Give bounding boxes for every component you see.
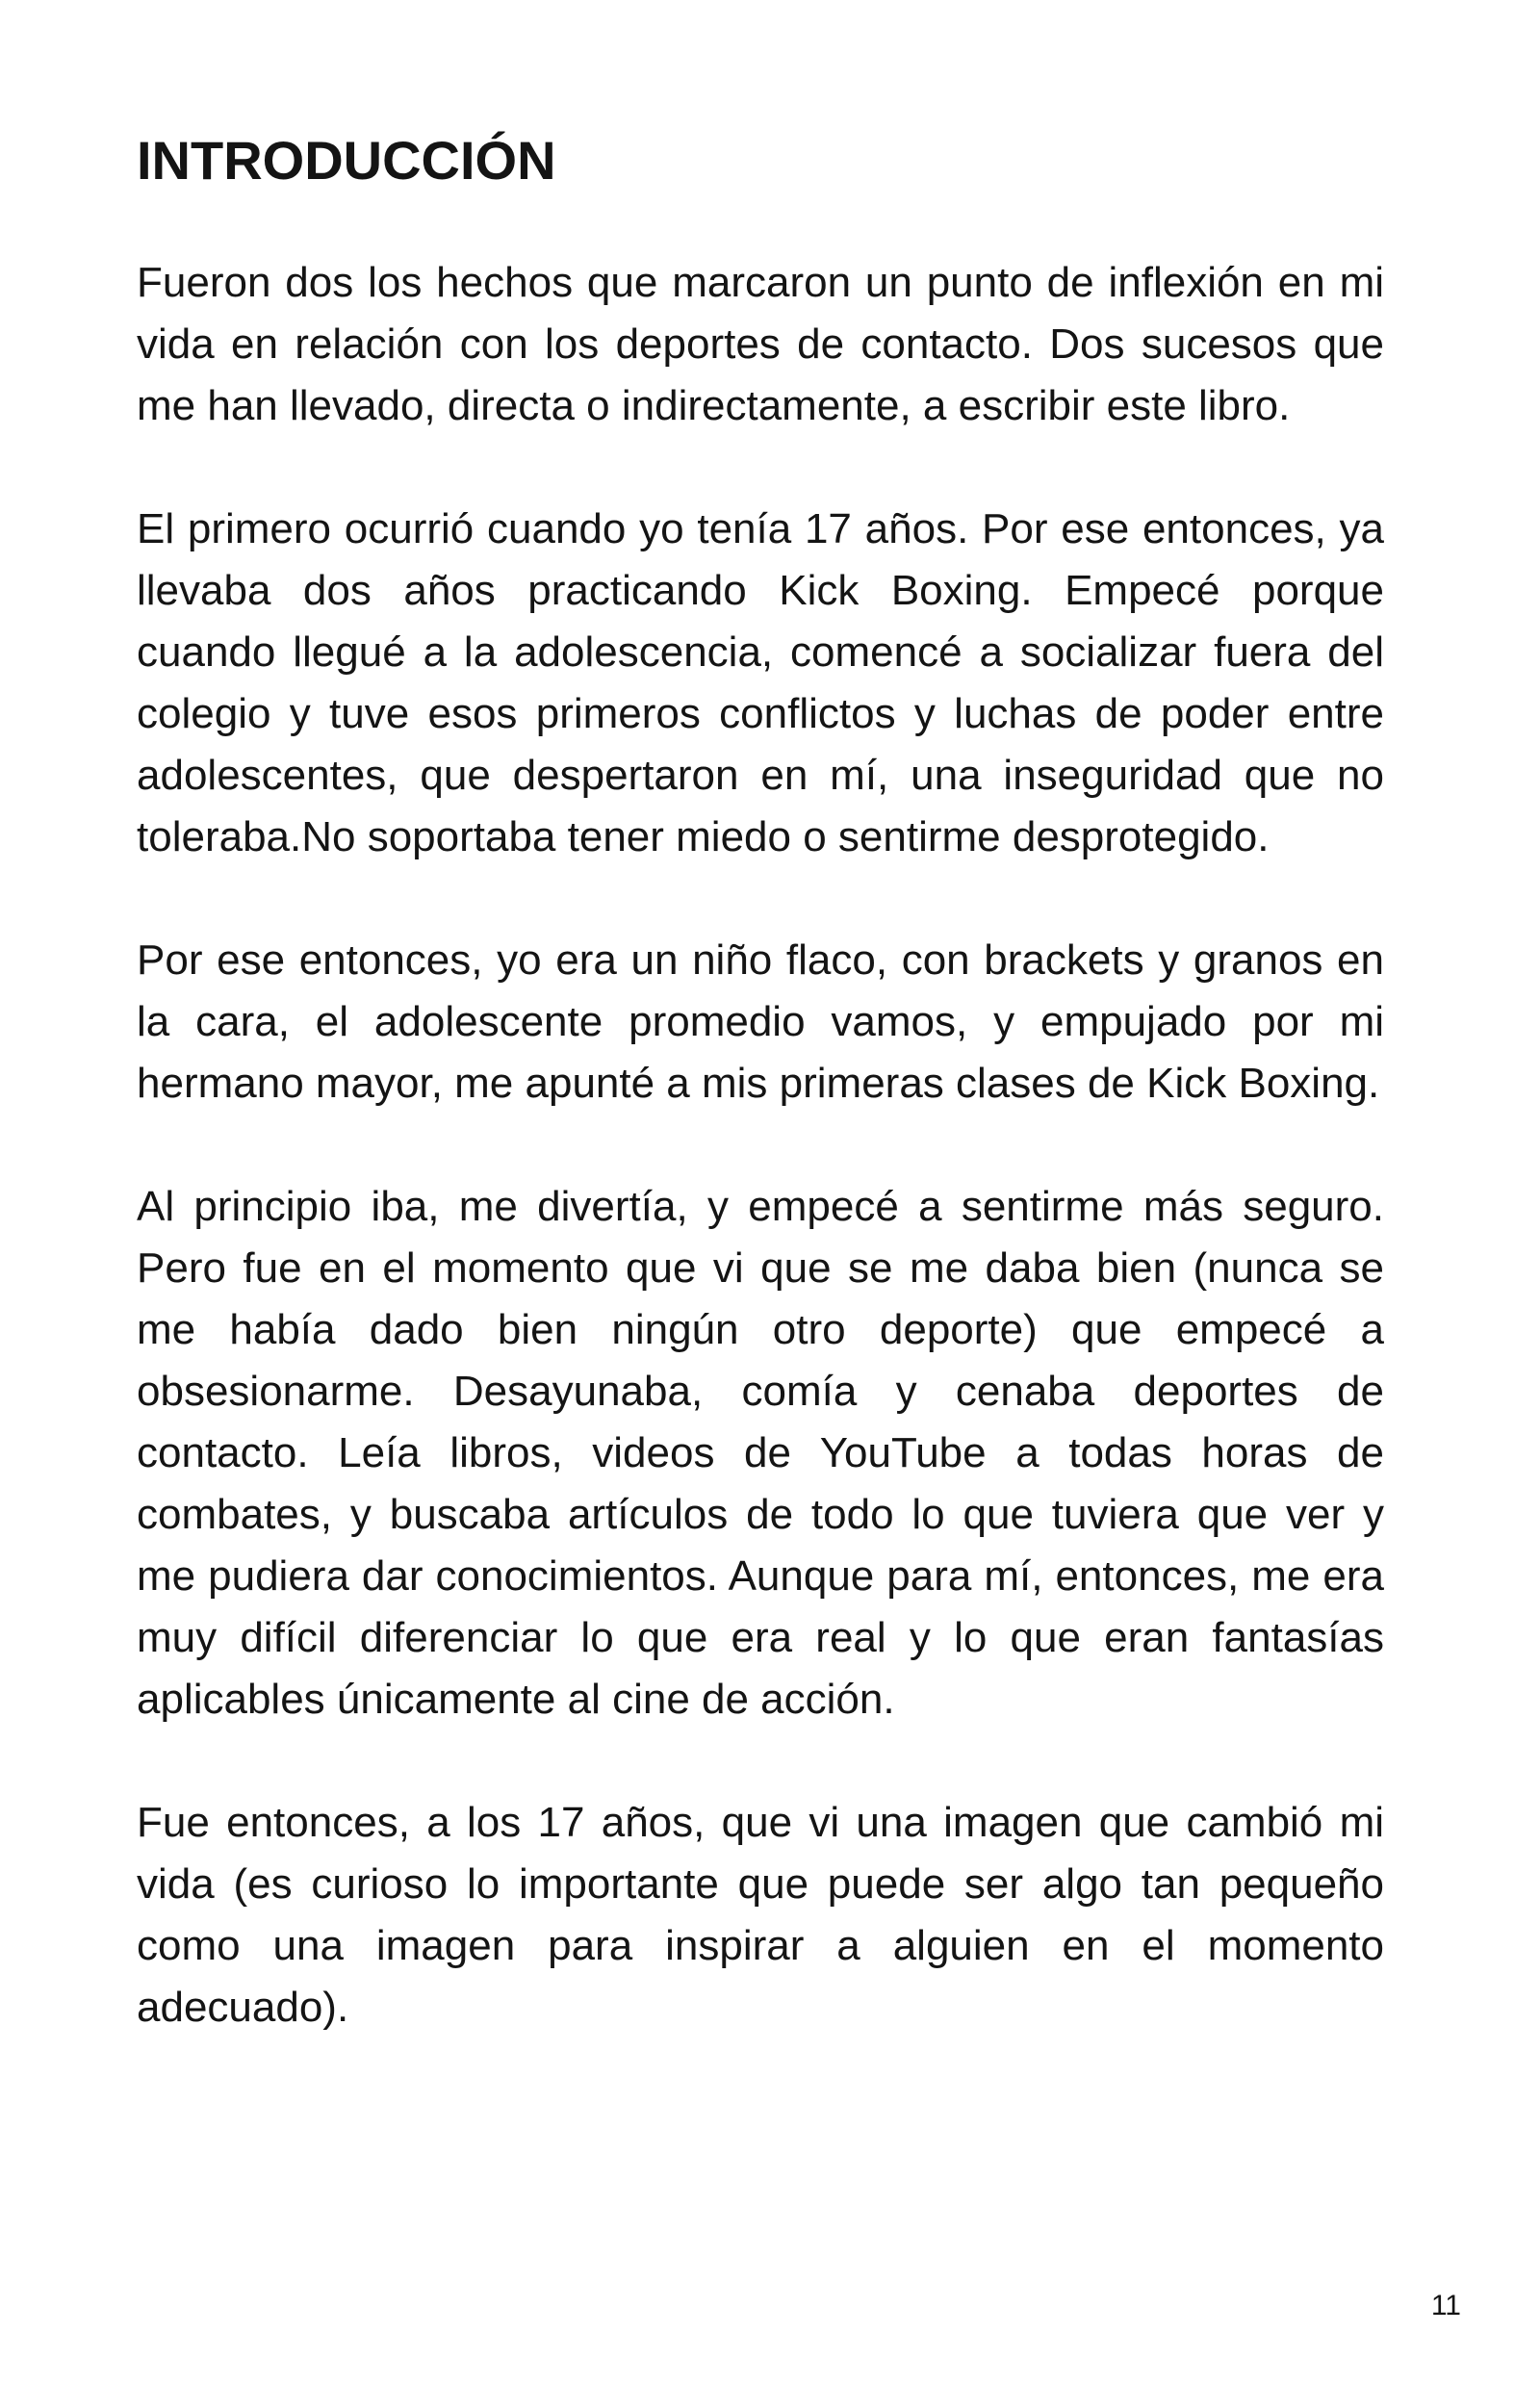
paragraph: Al principio iba, me divertía, y empecé a sentirme más seguro. Pero fue en el momento que vi que se me daba bien (nunca se me había dado bien ningún otro deporte) que empecé a obsesionarme. Desayunaba, comía y cenaba deportes de contacto. Leía libros, videos de YouTube a todas horas de combates, y buscaba artículos de todo lo que tuviera que ver y me pudiera dar conocimientos. Aunque para mí, entonces, me era muy difícil diferenciar lo que era real y lo que eran fantasías aplicables únicamente al cine de acción.	[137, 1183, 1384, 1723]
page-content	[137, 120, 1384, 2038]
chapter-title: INTRODUCCIÓN	[137, 130, 556, 191]
paragraph: Por ese entonces, yo era un niño flaco, con brackets y granos en la cara, el adolescente promedio vamos, y empujado por mi hermano mayor, me apunté a mis primeras clases de Kick Boxing.	[137, 936, 1384, 1107]
paragraph: Fueron dos los hechos que marcaron un punto de inflexión en mi vida en relación con los deportes de contacto. Dos sucesos que me han llevado, directa o indirectamente, a escribir este libro.	[137, 259, 1384, 429]
paragraph: Fue entonces, a los 17 años, que vi una imagen que cambió mi vida (es curioso lo importante que puede ser algo tan pequeño como una imagen para inspirar a alguien en el momento adecuado).	[137, 1799, 1384, 2031]
paragraph: El primero ocurrió cuando yo tenía 17 años. Por ese entonces, ya llevaba dos años practicando Kick Boxing. Empecé porque cuando llegué a la adolescencia, comencé a socializar fuera del colegio y tuve esos primeros conflictos y luchas de poder entre adolescentes, que despertaron en mí, una inseguridad que no toleraba.No soportaba tener miedo o sentirme desprotegido.	[137, 505, 1384, 860]
page-number: 11	[1430, 2290, 1461, 2321]
